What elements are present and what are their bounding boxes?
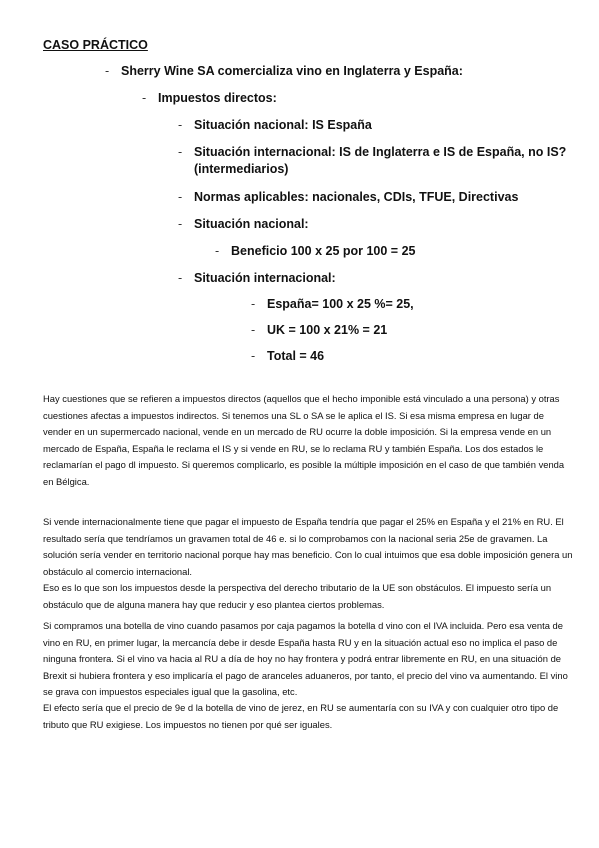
bullet-dash: - — [178, 118, 183, 132]
bullet-text: Impuestos directos: — [158, 91, 277, 105]
bullet-dash: - — [215, 244, 220, 258]
paragraph-doble-imposicion: Hay cuestiones que se refieren a impuestos directos (aquellos que el hecho imponible está vinculado a una persona) y otras cuestiones afectas a impuestos indirectos. Si tenemos una SL o SA se le aplica el IS. Si esa misma empresa en lugar de vender en un supermercado nacional, vende en un mercado de RU ocurre la doble imposición. Si la empresa vende en un mercado de España, España le reclama el IS y si vende en RU, se lo reclama RU y también España. Los dos estados le reclamarían el pago dl impuesto. Si queremos complicarlo, es posible la múltiple imposición en el caso de que también venda en Bélgica. — [43, 393, 565, 487]
bullet-espana-calc — [251, 296, 414, 313]
bullet-text: Sherry Wine SA comercializa vino en Inglaterra y España: — [121, 64, 463, 78]
bullet-dash: - — [251, 297, 256, 311]
bullet-normas-aplicables — [178, 189, 519, 206]
bullet-text: Situación internacional: IS de Inglaterra e IS de España, no IS? (intermediarios) — [194, 145, 567, 176]
bullet-situacion-internacional — [178, 270, 336, 287]
paragraph-botella-vino: Si compramos una botella de vino cuando pasamos por caja pagamos la botella d vino con el IVA incluida. Pero esa venta de vino en RU, en primer lugar, la mercancía debe ir desde España hasta RU y en la situación actual eso no implica el paso de ninguna frontera. Si el vino va hacia al RU a día de hoy no hay frontera y podrá entrar libremente en RU, en una situación de Brexit si hubiera frontera y eso implicaría el pago de aranceles aduaneros, por tanto, el precio del vino va aumentando. El vino se grava con impuestos especiales igual que la gasolina, etc. — [43, 620, 568, 697]
bullet-dash: - — [251, 349, 256, 363]
paragraph-obstaculos: Eso es lo que son los impuestos desde la perspectiva del derecho tributario de la UE son obstáculos. El impuesto sería un obstáculo que de alguna manera hay que reducir y eso plantea ciertos problemas. — [43, 582, 552, 610]
bullet-dash: - — [178, 217, 183, 231]
bullet-dash: - — [178, 145, 183, 159]
bullet-dash: - — [178, 271, 183, 285]
bullet-situacion-internacional-is — [178, 144, 574, 178]
bullet-text: Beneficio 100 x 25 por 100 = 25 — [231, 244, 416, 258]
bullet-dash: - — [178, 190, 183, 204]
bullet-total — [251, 348, 325, 365]
bullet-text: España= 100 x 25 %= 25, — [267, 297, 414, 311]
bullet-text: Normas aplicables: nacionales, CDIs, TFUE, Directivas — [194, 190, 519, 204]
bullet-text: Situación nacional: IS España — [194, 118, 372, 132]
document-title: CASO PRÁCTICO — [43, 38, 148, 52]
bullet-text: Situación nacional: — [194, 217, 309, 231]
bullet-text: Situación internacional: — [194, 271, 336, 285]
bullet-situacion-nacional — [178, 216, 309, 233]
bullet-dash: - — [105, 64, 110, 78]
bullet-beneficio — [215, 243, 416, 260]
bullet-company — [105, 63, 463, 80]
bullet-dash: - — [142, 91, 147, 105]
bullet-text: Total = 46 — [267, 349, 325, 363]
paragraph-efecto-precio: El efecto sería que el precio de 9e d la botella de vino de jerez, en RU se aumentaría con su IVA y con cualquier otro tipo de tributo que RU exigiese. Los impuestos no tienen por qué ser iguales. — [43, 702, 559, 730]
bullet-situacion-nacional-is — [178, 117, 372, 134]
bullet-dash: - — [251, 323, 256, 337]
bullet-uk-calc — [251, 322, 388, 339]
paragraph-venta-internacional: Si vende internacionalmente tiene que pagar el impuesto de España tendría que pagar el 25% en España y el 21% en RU. El resultado sería que tendríamos un gravamen total de 46 e. si lo comprobamos con la nacional seria 25e de gravamen. La solución sería vender en territorio nacional porque hay mas beneficio. Con lo cual intuimos que esa doble imposición genera un obstáculo al comercio internacional. — [43, 516, 573, 577]
bullet-text: UK = 100 x 21% = 21 — [267, 323, 388, 337]
bullet-impuestos-directos — [142, 90, 277, 107]
